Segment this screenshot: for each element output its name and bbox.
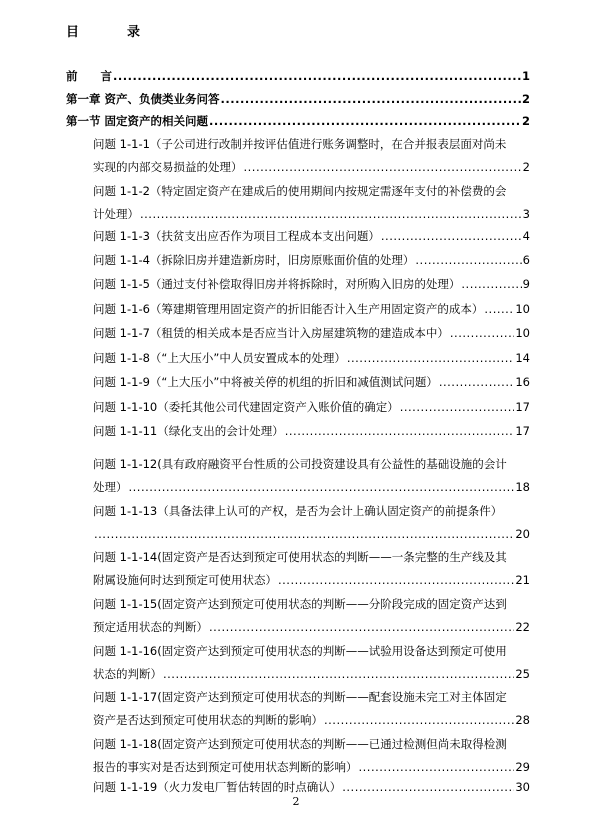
toc-entry-page: 2 (522, 160, 530, 174)
toc-entry-page: 1 (521, 69, 530, 83)
toc-entry-text: 问题 1-1-3（扶贫支出应否作为项目工程成本支出问题） (93, 229, 380, 243)
toc-leader-dots (461, 273, 521, 296)
toc-leader-dots (450, 322, 514, 345)
toc-leader-dots (129, 476, 515, 499)
toc-entry-page: 2 (521, 114, 530, 128)
toc-entry-page: 17 (515, 400, 530, 414)
toc-entry-text: 问题 1-1-19（火力发电厂暂估转固的时点确认） (93, 780, 342, 794)
toc-leader-dots (415, 249, 521, 272)
toc-heading-left: 目 (66, 25, 80, 40)
toc-entry-page: 4 (522, 229, 530, 243)
toc-entry-text: 问题 1-1-14(固定资产是否达到预定可使用状态的判断——一条完整的生产线及其 (93, 550, 507, 564)
toc-entry-page: 30 (515, 780, 530, 794)
toc-entry-text: 问题 1-1-2（特定固定资产在建成后的使用期间内按规定需逐年支付的补偿费的会 (93, 184, 507, 198)
toc-heading-right: 录 (127, 25, 141, 40)
toc-entry-text: 计处理） (93, 207, 139, 221)
toc-entry-text: 预定适用状态的判断） (93, 620, 208, 634)
toc-entry-page: 10 (515, 326, 530, 340)
toc-entry-page: 29 (515, 760, 530, 774)
toc-leader-dots (324, 709, 514, 732)
toc-entry-text: 问题 1-1-7（租赁的相关成本是否应当计入房屋建筑物的建造成本中） (93, 326, 449, 340)
toc-leader-dots (381, 225, 522, 248)
toc-entry-page: 10 (515, 302, 530, 316)
toc-entry-page: 20 (515, 527, 530, 541)
toc-entry-text: 前 言 (66, 69, 112, 83)
toc-entry-text: 报告的事实对是否达到预定可使用状态判断的影响） (93, 760, 358, 774)
toc-entry-text: 问题 1-1-12(具有政府融资平台性质的公司投资建设具有公益性的基础设施的会计 (93, 457, 507, 471)
toc-entry-text: 问题 1-1-1（子公司进行改制并按评估值进行账务调整时，在合并报表层面对尚未 (93, 137, 507, 151)
toc-leader-dots (140, 203, 522, 226)
toc-entry-text: 问题 1-1-9（“上大压小”中将被关停的机组的折旧和减值测试问题） (93, 375, 438, 389)
toc-entry-page: 16 (515, 375, 530, 389)
toc-entry-text: 第一章 资产、负债类业务问答 (66, 92, 220, 106)
toc-leader-dots (244, 156, 522, 179)
toc-entry-text: 资产是否达到预定可使用状态的判断的影响） (93, 713, 323, 727)
toc-entry-text: 附属设施何时达到预定可使用状态） (93, 573, 277, 587)
toc-entry-text: 状态的判断） (93, 667, 162, 681)
toc-entry-text: 问题 1-1-4（拆除旧房并建造新房时，旧房原账面价值的处理） (93, 253, 415, 267)
toc-heading (66, 21, 140, 40)
toc-entry-text: 实现的内部交易损益的处理） (93, 160, 243, 174)
toc-entry-page: 21 (515, 573, 530, 587)
toc-entry-text: 问题 1-1-17(固定资产达到预定可使用状态的判断——配套设施未完工对主体固定 (93, 690, 507, 704)
toc-entry-page: 9 (522, 277, 530, 291)
toc-entry-page: 2 (521, 92, 530, 106)
toc-entry-page: 17 (515, 424, 530, 438)
toc-entry-text: 问题 1-1-16(固定资产达到预定可使用状态的判断——试验用设备达到预定可使用 (93, 644, 507, 658)
toc-entry-text: 处理） (93, 480, 128, 494)
toc-leader-dots (113, 65, 521, 88)
toc-leader-dots (484, 298, 514, 321)
toc-entry-page: 28 (515, 713, 530, 727)
toc-entry-page: 3 (522, 207, 530, 221)
toc-entry-text: 问题 1-1-8（“上大压小”中人员安置成本的处理） (93, 351, 346, 365)
toc-leader-dots (94, 523, 514, 546)
toc-leader-dots (285, 420, 515, 443)
toc-leader-dots (209, 616, 514, 639)
toc-leader-dots (163, 663, 514, 686)
toc-leader-dots (221, 88, 521, 111)
toc-entry-page: 22 (515, 620, 530, 634)
page-number: 2 (292, 795, 300, 808)
toc-entry-text: 问题 1-1-18(固定资产达到预定可使用状态的判断——已通过检测但尚未取得检测 (93, 737, 507, 751)
toc-entry-text: 第一节 固定资产的相关问题 (66, 114, 209, 128)
toc-leader-dots (209, 110, 521, 133)
toc-entry-text: 问题 1-1-11（绿化支出的会计处理） (93, 424, 284, 438)
toc-leader-dots (347, 347, 515, 370)
toc-entry-text: 问题 1-1-5（通过支付补偿取得旧房并将拆除时，对所购入旧房的处理） (93, 277, 461, 291)
toc-entry-text: 问题 1-1-15(固定资产达到预定可使用状态的判断——分阶段完成的固定资产达到 (93, 597, 507, 611)
toc-entry-page: 6 (522, 253, 530, 267)
toc-entry-page: 14 (515, 351, 530, 365)
toc-leader-dots (400, 396, 515, 419)
toc-entry-page: 18 (515, 480, 530, 494)
toc-leader-dots (439, 371, 515, 394)
toc-entry-page: 25 (515, 667, 530, 681)
toc-entry-text: 问题 1-1-13（具备法律上认可的产权，是否为会计上确认固定资产的前提条件） (93, 504, 503, 518)
toc-entry-text: 问题 1-1-6（筹建期管理用固定资产的折旧能否计入生产用固定资产的成本） (93, 302, 484, 316)
toc-leader-dots (278, 569, 514, 592)
toc-entry-text: 问题 1-1-10（委托其他公司代建固定资产入账价值的确定） (93, 400, 399, 414)
